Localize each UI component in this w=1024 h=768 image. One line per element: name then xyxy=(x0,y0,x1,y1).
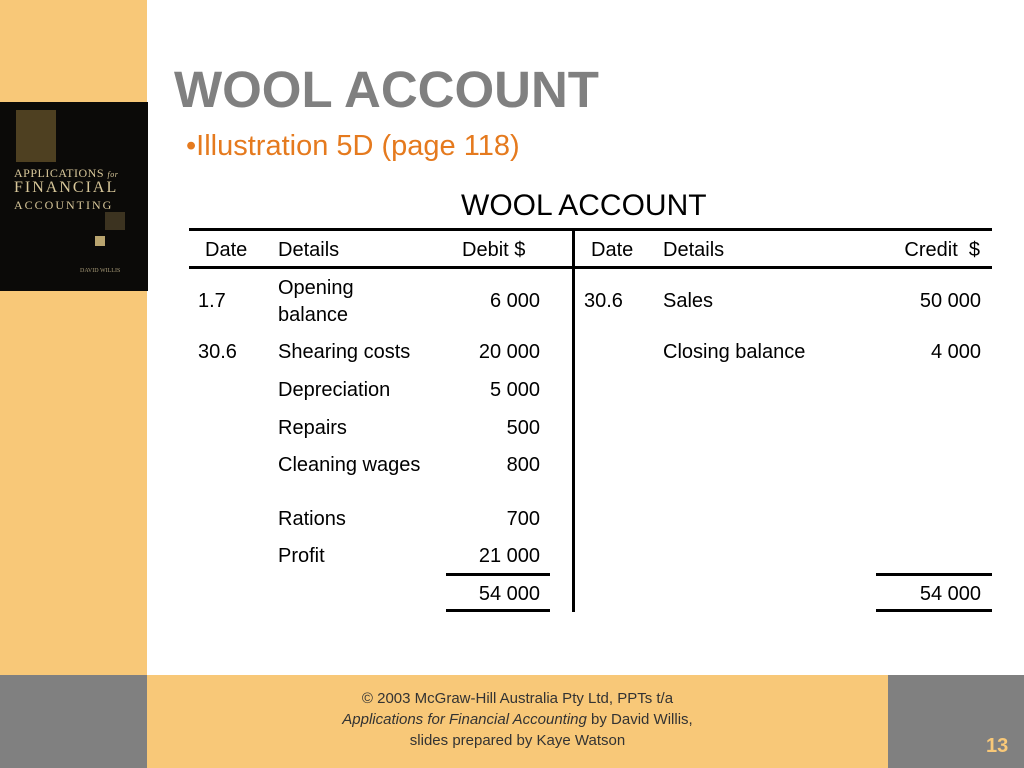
credit-row-details: Sales xyxy=(663,290,714,312)
header-credit-date: Date xyxy=(591,239,634,261)
debit-total: 54 000 xyxy=(478,583,540,605)
debit-row-amount: 800 xyxy=(506,454,540,476)
credit-row-amount: 4 000 xyxy=(930,341,981,363)
header-credit-amount: Credit $ xyxy=(904,239,980,261)
cover-photo xyxy=(16,110,56,162)
credit-row-details: Closing balance xyxy=(663,341,806,363)
footer-book-title: Applications for Financial Accounting xyxy=(342,711,587,728)
cover-title-line1: APPLICATIONS for xyxy=(14,166,119,180)
cover-decoration xyxy=(95,236,105,246)
credit-total-top-rule xyxy=(876,573,992,576)
ledger-header-rule xyxy=(189,266,992,269)
debit-row-details: Opening balance xyxy=(278,277,354,326)
book-cover-image xyxy=(0,102,148,291)
debit-row-amount: 500 xyxy=(506,417,540,439)
cover-author: DAVID WILLIS xyxy=(80,268,121,274)
cover-decoration xyxy=(105,212,125,230)
debit-row-details: Rations xyxy=(278,508,346,530)
debit-row-details: Repairs xyxy=(278,417,347,439)
slide-title: WOOL ACCOUNT xyxy=(174,61,599,118)
debit-row-amount: 6 000 xyxy=(489,290,540,312)
debit-row-amount: 700 xyxy=(506,508,540,530)
cover-title-line2: FINANCIAL xyxy=(14,179,119,196)
debit-row-date: 1.7 xyxy=(198,290,226,312)
debit-row-details: Profit xyxy=(278,545,325,567)
debit-row-details: Cleaning wages xyxy=(278,454,421,476)
credit-total-bottom-rule xyxy=(876,609,992,612)
header-debit-date: Date xyxy=(205,239,248,261)
credit-row-amount: 50 000 xyxy=(919,290,981,312)
ledger-center-divider xyxy=(572,228,575,612)
debit-row-details: Shearing costs xyxy=(278,341,411,363)
debit-row-details: Depreciation xyxy=(278,379,391,401)
debit-row-amount: 21 000 xyxy=(478,545,540,567)
footer-preparer: slides prepared by Kaye Watson xyxy=(409,732,626,749)
slide-subtitle: •Illustration 5D (page 118) xyxy=(186,130,520,162)
header-debit-details: Details xyxy=(278,239,340,261)
debit-total-top-rule xyxy=(446,573,550,576)
debit-row-amount: 5 000 xyxy=(489,379,540,401)
credit-row-date: 30.6 xyxy=(584,290,623,312)
footer-copyright: © 2003 McGraw-Hill Australia Pty Ltd, PPTs t/a xyxy=(361,690,674,707)
credit-total: 54 000 xyxy=(919,583,981,605)
footer-author: by David Willis, xyxy=(586,711,693,728)
ledger-top-rule xyxy=(189,228,992,231)
debit-row-amount: 20 000 xyxy=(478,341,540,363)
page-number: 13 xyxy=(986,735,1009,757)
debit-row-date: 30.6 xyxy=(198,341,237,363)
header-debit-amount: Debit $ xyxy=(462,239,526,261)
header-credit-details: Details xyxy=(663,239,725,261)
debit-total-bottom-rule xyxy=(446,609,550,612)
cover-title-line3: ACCOUNTING xyxy=(14,198,114,212)
footer-book-credit xyxy=(147,709,888,730)
footer-left-block xyxy=(0,675,147,768)
ledger-title: WOOL ACCOUNT xyxy=(461,189,707,222)
